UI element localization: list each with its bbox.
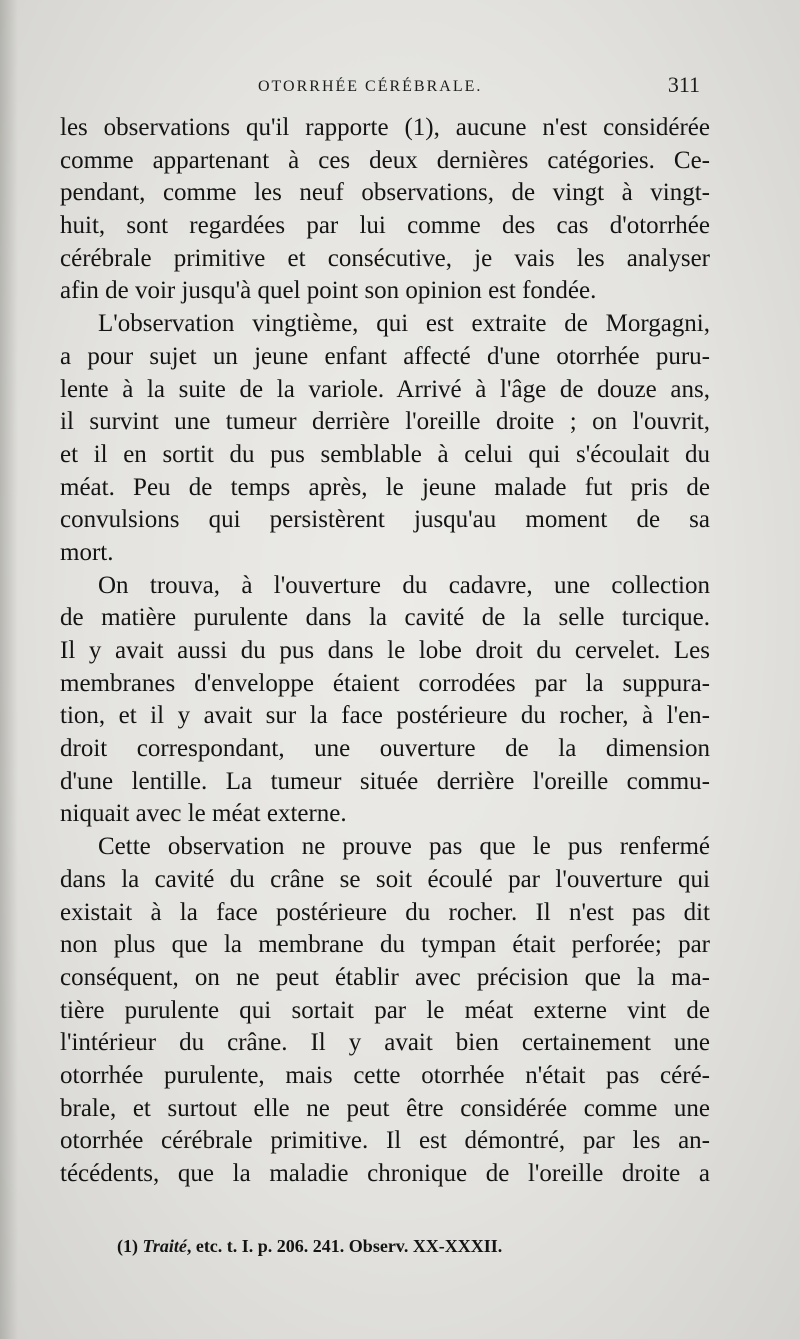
page-header [60, 70, 700, 100]
footnote-marker: (1) [117, 1236, 138, 1256]
text-line: dans la cavité du crâne se soit écoulé par l'ouverture qui [60, 865, 710, 893]
text-line: pendant, comme les neuf observations, de vingt à vingt- [60, 179, 710, 207]
running-title: OTORRHÉE CÉRÉBRALE. [258, 78, 483, 95]
text-line: tière purulente qui sortait par le méat externe vint de [60, 996, 710, 1024]
text-line: L'observation vingtième, qui est extraite de Morgagni, [98, 310, 710, 338]
text-line: méat. Peu de temps après, le jeune malade fut pris de [60, 473, 710, 501]
text-line: non plus que la membrane du tympan était perforée; par [60, 931, 710, 959]
text-line: a pour sujet un jeune enfant affecté d'une otorrhée puru- [60, 342, 710, 370]
footnote [117, 1236, 502, 1257]
text-line: Cette observation ne prouve pas que le pus renfermé [98, 833, 710, 861]
text-line: On trouva, à l'ouverture du cadavre, une collection [98, 571, 710, 599]
text-line: niquait avec le méat externe. [60, 800, 347, 828]
text-line: droit correspondant, une ouverture de la dimension [60, 735, 710, 763]
text-line: otorrhée cérébrale primitive. Il est démontré, par les an- [60, 1127, 710, 1155]
page-number: 311 [667, 72, 700, 97]
text-line: huit, sont regardées par lui comme des cas d'otorrhée [60, 212, 710, 240]
footnote-title: Traité [142, 1236, 187, 1256]
text-line: convulsions qui persistèrent jusqu'au moment de sa [60, 506, 710, 534]
body-text [60, 112, 710, 1191]
text-line: les observations qu'il rapporte (1), aucune n'est considérée [60, 114, 710, 141]
text-line: l'intérieur du crâne. Il y avait bien certainement une [60, 1029, 710, 1057]
text-line: il survint une tumeur derrière l'oreille droite ; on l'ouvrit, [60, 408, 710, 436]
text-line: otorrhée purulente, mais cette otorrhée n'était pas céré- [60, 1061, 710, 1089]
text-line: membranes d'enveloppe étaient corrodées par la suppura- [60, 669, 710, 697]
text-line: de matière purulente dans la cavité de la selle turcique. [60, 604, 710, 632]
text-line: técédents, que la maladie chronique de l'oreille droite a [60, 1160, 710, 1187]
text-line: afin de voir jusqu'à quel point son opinion est fondée. [60, 277, 597, 305]
text-line: et il en sortit du pus semblable à celui qui s'écoulait du [60, 440, 710, 468]
text-line: conséquent, on ne peut établir avec précision que la ma- [60, 963, 710, 991]
text-line: d'une lentille. La tumeur située derrière l'oreille commu- [60, 767, 710, 795]
text-line: mort. [60, 538, 114, 566]
text-line: lente à la suite de la variole. Arrivé à l'âge de douze ans, [60, 375, 710, 403]
text-line: tion, et il y avait sur la face postérieure du rocher, à l'en- [60, 702, 710, 730]
text-line: Il y avait aussi du pus dans le lobe droit du cervelet. Les [60, 637, 710, 664]
footnote-reference: , etc. t. I. p. 206. 241. Observ. XX-XXXII. [186, 1236, 503, 1256]
text-line: existait à la face postérieure du rocher. Il n'est pas dit [60, 898, 710, 926]
text-line: cérébrale primitive et consécutive, je vais les analyser [60, 244, 710, 272]
text-line: comme appartenant à ces deux dernières catégories. Ce- [60, 146, 710, 174]
page-edge-shadow [0, 0, 18, 1339]
text-line: brale, et surtout elle ne peut être considérée comme une [60, 1094, 710, 1122]
